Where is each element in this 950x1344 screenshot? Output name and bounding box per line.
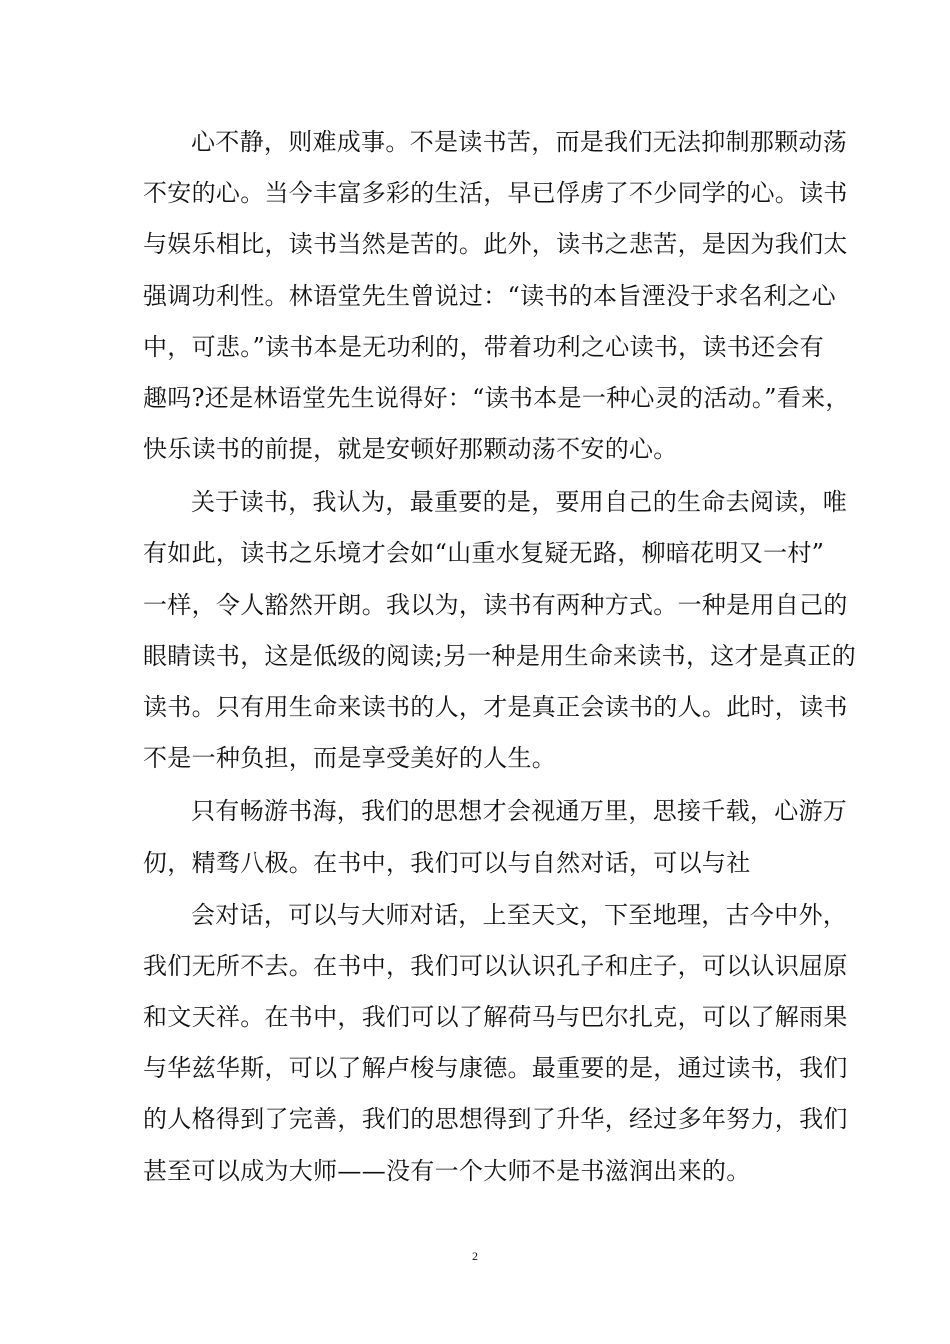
text-line: 眼睛读书，这是低级的阅读;另一种是用生命来读书，这才是真正的 (143, 642, 857, 670)
text-line: 不是一种负担，而是享受美好的人生。 (143, 744, 557, 772)
text-line: 与华兹华斯，可以了解卢梭与康德。最重要的是，通过读书，我们 (143, 1054, 848, 1082)
text-line: 的人格得到了完善，我们的思想得到了升华，经过多年努力，我们 (143, 1105, 848, 1133)
text-line: 和文天祥。在书中，我们可以了解荷马与巴尔扎克，可以了解雨果 (143, 1003, 848, 1031)
text-line: 趣吗?还是林语堂先生说得好：“读书本是一种心灵的活动。”看来， (143, 384, 850, 412)
text-line: 我们无所不去。在书中，我们可以认识孔子和庄子，可以认识屈原 (143, 952, 848, 980)
text-line: 强调功利性。林语堂先生曾说过：“读书的本旨湮没于求名利之心 (143, 282, 836, 310)
page-number: 2 (472, 1249, 478, 1263)
text-line: 会对话，可以与大师对话，上至天文，下至地理，古今中外， (191, 901, 848, 929)
text-line: 中，可悲。”读书本是无功利的，带着功利之心读书，读书还会有 (143, 333, 824, 361)
text-line: 仞，精骛八极。在书中，我们可以与自然对话，可以与社 (143, 849, 751, 877)
text-line: 一样，令人豁然开朗。我以为，读书有两种方式。一种是用自己的 (143, 591, 848, 619)
text-line: 快乐读书的前提，就是安顿好那颗动荡不安的心。 (143, 435, 678, 463)
text-line: 心不静，则难成事。不是读书苦，而是我们无法抑制那颗动荡 (191, 128, 848, 156)
text-line: 与娱乐相比，读书当然是苦的。此外，读书之悲苦，是因为我们太 (143, 230, 848, 258)
text-line: 有如此，读书之乐境才会如“山重水复疑无路，柳暗花明又一村” (143, 539, 825, 567)
text-line: 关于读书，我认为，最重要的是，要用自己的生命去阅读，唯 (191, 488, 848, 516)
text-line: 读书。只有用生命来读书的人，才是真正会读书的人。此时，读书 (143, 693, 848, 721)
text-line: 只有畅游书海，我们的思想才会视通万里，思接千载，心游万 (191, 797, 848, 825)
text-line: 甚至可以成为大师——没有一个大师不是书滋润出来的。 (143, 1157, 751, 1185)
text-line: 不安的心。当今丰富多彩的生活，早已俘虏了不少同学的心。读书 (143, 179, 848, 207)
